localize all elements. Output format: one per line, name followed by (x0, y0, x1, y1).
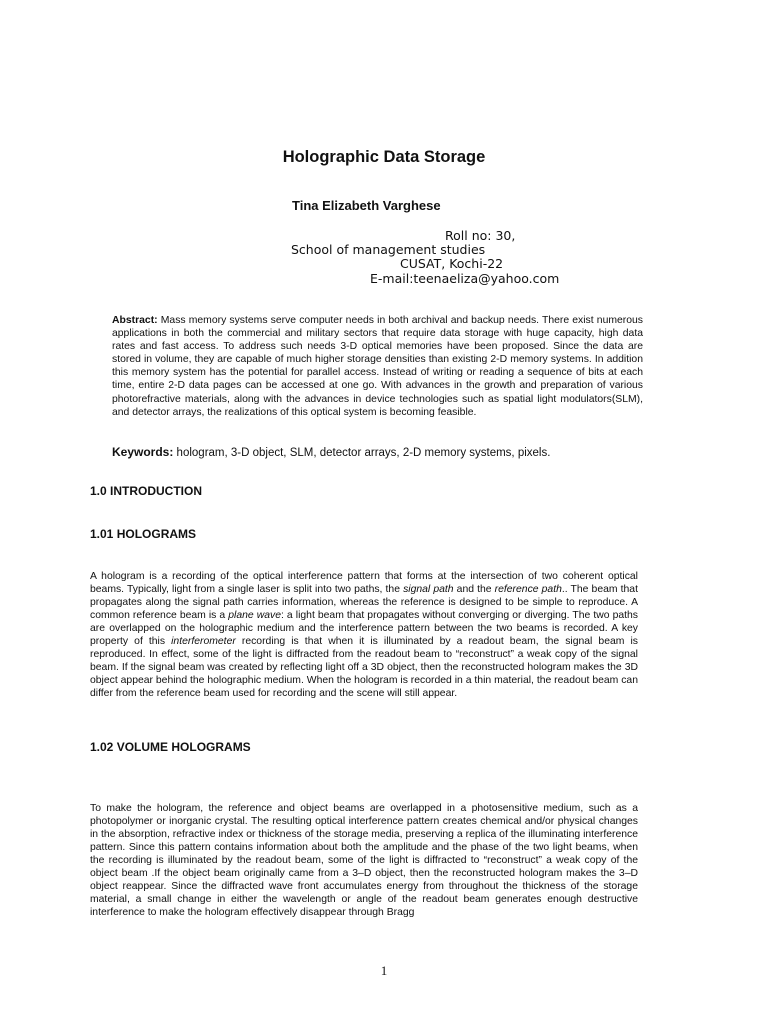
paragraph-text: A hologram is a recording of the optical interference pattern that forms at the intersection of two coherent optical beams. Typically, light from a single laser is split into two paths, the (90, 571, 638, 595)
section-heading-volume-holograms: 1.02 VOLUME HOLOGRAMS (90, 740, 251, 754)
abstract-text: Mass memory systems serve computer needs in both archival and backup needs. There exist numerous applications in both the commercial and military sectors that require data storage with huge capacity, high data rates and fast access. To address such needs 3-D optical memories have been proposed. Since the data are stored in volume, they are capable of much higher storage densities than existing 2-D memory systems. In addition this memory system has the potential for parallel access. Instead of writing or reading a sequence of bits at each time, entire 2-D data pages can be accessed at one go. With advances in the growth and preparation of various photorefractive materials, along with the advances in device technologies such as spatial light modulators(SLM), and detector arrays, the realizations of this optical system is becoming feasible. (112, 315, 643, 418)
emphasis-signal-path: signal path (403, 583, 454, 595)
paragraph-text: recording is that when it is illuminated by a readout beam, the signal beam is reproduced. In effect, some of the light is diffracted from the readout beam to “reconstruct” a weak copy of the signal beam. If the signal beam was created by reflecting light off a 3D object, then the reconstructed hologram makes the 3D object appear behind the holographic medium. When the hologram is recorded in a thin material, the readout beam can differ from the reference beam used for recording and the scene will still appear. (90, 635, 638, 699)
abstract (112, 314, 643, 419)
affiliation-email: E-mail:teenaeliza@yahoo.com (370, 271, 560, 286)
paragraph-text: .. The beam that propagates along the signal path carries information, whereas the reference is designed to be simple to reproduce. A common reference beam is a (90, 583, 638, 621)
emphasis-plane-wave: plane wave (228, 609, 281, 621)
emphasis-reference-path: reference path (494, 583, 562, 595)
abstract-label: Abstract: (112, 315, 158, 326)
paper-title: Holographic Data Storage (282, 148, 486, 166)
paragraph-text: : a light beam that propagates without converging or diverging. The two paths are overlapped on the holographic medium and the interference pattern between the two beams is recorded. A key property of this (90, 609, 638, 647)
volume-holograms-paragraph: To make the hologram, the reference and object beams are overlapped in a photosensitive medium, such as a photopolymer or inorganic crystal. The resulting optical interference pattern creates chemical and/or physical changes in the absorption, refractive index or thickness of the storage media, preserving a replica of the illuminating interference pattern. Since this pattern contains information about both the amplitude and the phase of the two light beams, when the recording is illuminated by the readout beam, some of the light is diffracted to “reconstruct” a weak copy of the object beam .If the object beam originally came from a 3–D object, then the reconstructed hologram makes the 3–D object reappear. Since the diffracted wave front accumulates energy from throughout the thickness of the storage material, a small change in either the wavelength or angle of the readout beam generates enough destructive interference to make the hologram effectively disappear through Bragg (90, 803, 638, 918)
section-heading-introduction: 1.0 INTRODUCTION (90, 484, 203, 498)
affiliation-place: CUSAT, Kochi-22 (400, 256, 504, 271)
keywords-text: hologram, 3-D object, SLM, detector arrays, 2-D memory systems, pixels. (173, 447, 551, 459)
keywords-label: Keywords: (112, 445, 174, 459)
emphasis-interferometer: interferometer (171, 635, 236, 647)
section-heading-holograms: 1.01 HOLOGRAMS (90, 527, 197, 541)
holograms-paragraph (90, 571, 638, 701)
affiliation-school: School of management studies (291, 242, 486, 257)
paragraph-text: and the (453, 583, 495, 595)
author-name: Tina Elizabeth Varghese (292, 198, 441, 213)
affiliation-roll: Roll no: 30, (445, 228, 516, 243)
page-number: 1 (380, 963, 388, 978)
keywords (112, 445, 672, 459)
